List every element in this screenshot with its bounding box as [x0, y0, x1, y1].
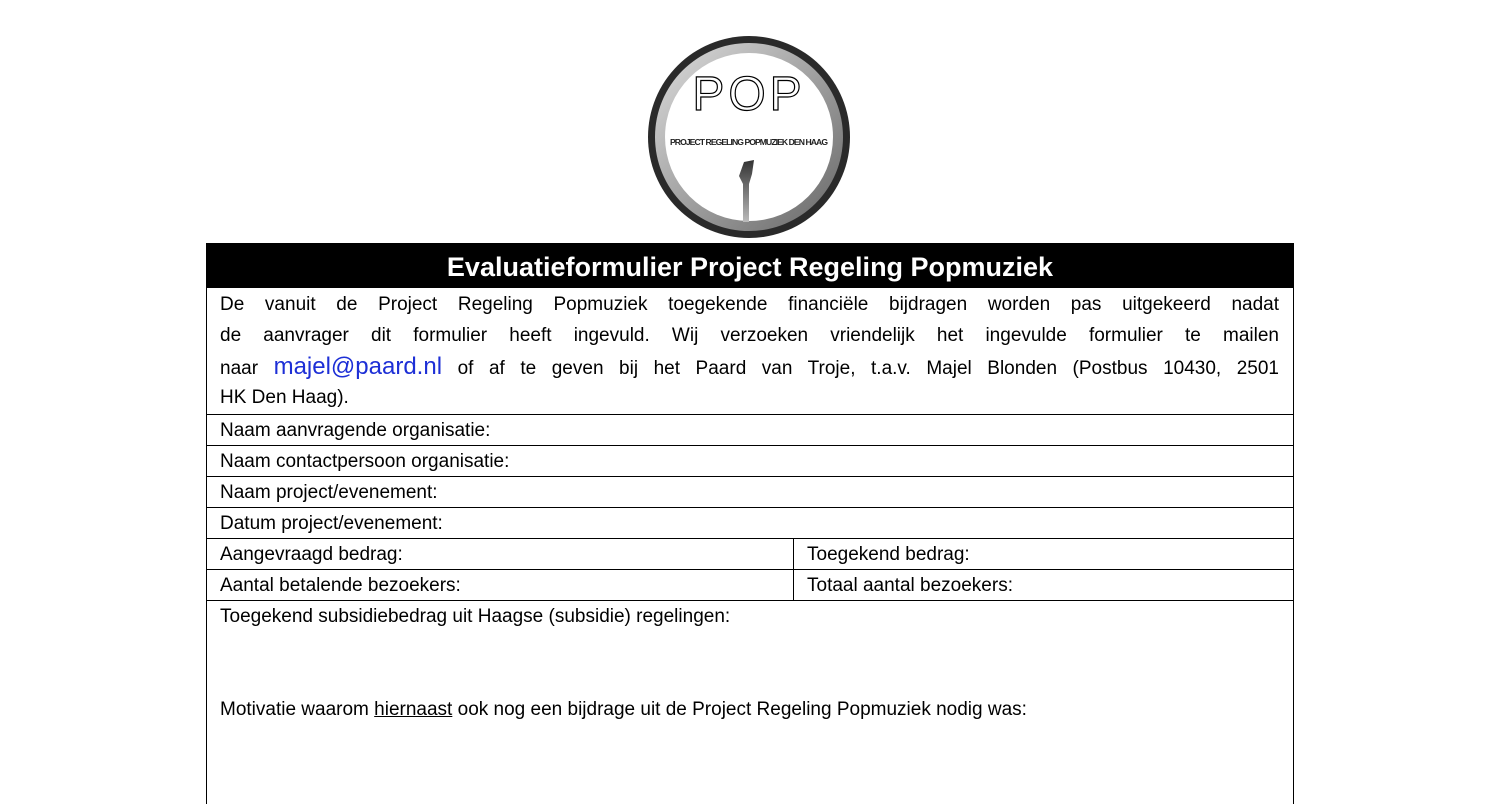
visitors-row	[207, 570, 1293, 601]
amount-row	[207, 539, 1293, 570]
svg-text:POP: POP	[692, 68, 806, 121]
field-requested[interactable]	[207, 539, 794, 569]
intro-line: De vanuit de Project Regeling Popmuziek toegekende financiële bijdragen worden pas uitgekeerd nadat	[220, 294, 1279, 315]
field-label: Naam project/evenement:	[220, 482, 438, 503]
motivation-text: ook nog een bijdrage uit de Project Regeling Popmuziek nodig was:	[457, 699, 1027, 720]
form-title: Evaluatieformulier Project Regeling Popmuziek	[207, 244, 1293, 288]
field-label: Naam contactpersoon organisatie:	[220, 451, 510, 472]
field-granted[interactable]	[794, 539, 970, 569]
evaluation-form	[206, 243, 1294, 804]
field-label: Aantal betalende bezoekers:	[220, 575, 461, 596]
intro-line: HK Den Haag).	[220, 387, 349, 408]
field-label: Aangevraagd bedrag:	[220, 544, 403, 565]
motivation-label	[220, 694, 1293, 725]
intro-text-segment: naar	[220, 358, 259, 379]
svg-text:PROJECT REGELING POPMUZIEK DEN: PROJECT REGELING POPMUZIEK DEN HAAG	[670, 137, 828, 147]
field-total-visitors[interactable]	[794, 570, 1013, 600]
intro-line	[220, 351, 1279, 382]
field-project[interactable]	[207, 477, 1293, 508]
field-date[interactable]	[207, 508, 1293, 539]
intro-text-segment: of af te geven bij het Paard van Troje, t.a.v. Majel Blonden (Postbus 10430, 2501	[457, 358, 1280, 379]
field-paying-visitors[interactable]	[207, 570, 794, 600]
intro-text	[207, 288, 1293, 415]
email-link[interactable]: majel@paard.nl	[273, 353, 443, 380]
field-label: Datum project/evenement:	[220, 513, 443, 534]
pop-logo	[646, 34, 852, 240]
motivation-underlined: hiernaast	[374, 699, 453, 720]
subsidy-label: Toegekend subsidiebedrag uit Haagse (subsidie) regelingen:	[220, 606, 731, 627]
field-organisation[interactable]	[207, 415, 1293, 446]
field-contact[interactable]	[207, 446, 1293, 477]
field-label: Naam aanvragende organisatie:	[220, 420, 491, 441]
motivation-text: Motivatie waarom	[220, 699, 369, 720]
intro-line: de aanvrager dit formulier heeft ingevuld. Wij verzoeken vriendelijk het ingevulde formulier te mailen	[220, 325, 1279, 346]
field-label: Toegekend bedrag:	[807, 544, 970, 565]
field-label: Totaal aantal bezoekers:	[807, 575, 1013, 596]
field-subsidy-motivation[interactable]	[207, 601, 1293, 725]
